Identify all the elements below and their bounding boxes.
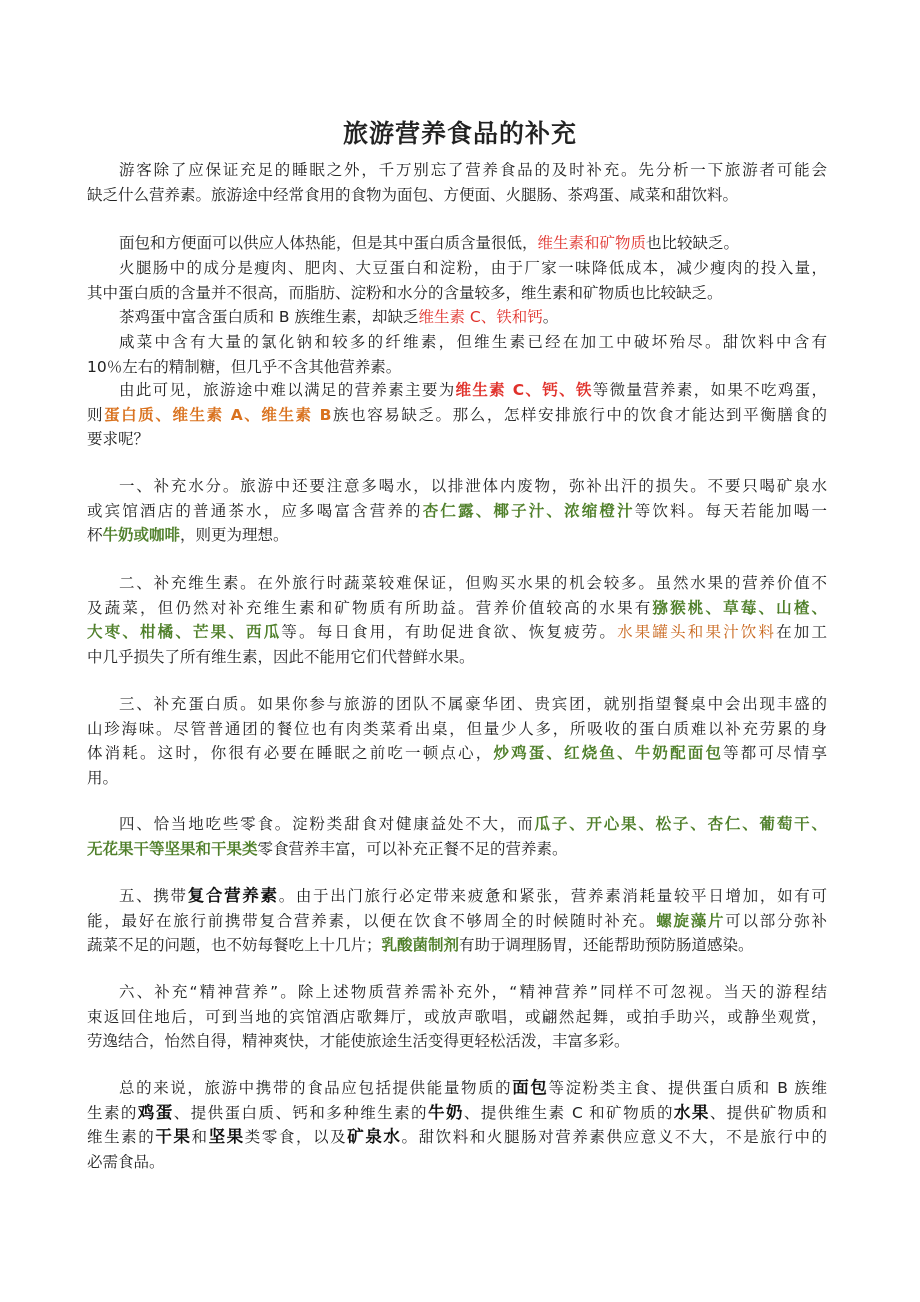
highlight-text: 水果罐头和果汁饮料 [617, 623, 777, 641]
section-protein: 三、补充蛋白质。如果你参与旅游的团队不属豪华团、贵宾团，就别指望餐桌中会出现丰盛的 山珍海味。尽管普通团的餐位也有肉类菜肴出桌，但量少人多，所吸收的蛋白质难以补充劳累的身 体消耗。这时，你很有必要在睡眠之前吃一顿点心，炒鸡蛋、红烧鱼、牛奶配面包等都可尽情享 用。 [87, 695, 827, 787]
pickle-paragraph: 咸菜中含有大量的氯化钠和较多的纤维素，但维生素已经在加工中破坏殆尽。甜饮料中含有 10％左右的精制糖，但几乎不含其他营养素。 [87, 333, 827, 376]
highlight-text: 维生素和矿物质 [537, 234, 647, 252]
highlight-text: 面包 [512, 1078, 549, 1097]
highlight-text: 复合营养素 [187, 886, 279, 905]
section-spirit: 六、补充“精神营养”。除上述物质营养需补充外，“精神营养”同样不可忽视。当天的游程结 束返回住地后，可到当地的宾馆酒店歌舞厅，或放声歌唱，或翩然起舞，或拍手助兴，或静坐观赏， 劳逸结合，怡然自得，精神爽快，才能使旅途生活变得更轻松活泼，丰富多彩。 [87, 983, 827, 1050]
ham-paragraph: 火腿肠中的成分是瘦肉、肥肉、大豆蛋白和淀粉，由于厂家一味降低成本，减少瘦肉的投入量， 其中蛋白质的含量并不很高，而脂肪、淀粉和水分的含量较多，维生素和矿物质也比较缺乏。 [87, 259, 827, 302]
summary-paragraph: 由此可见，旅游途中难以满足的营养素主要为维生素 C、钙、铁等微量营养素，如果不吃鸡蛋， 则蛋白质、维生素 A、维生素 B族也容易缺乏。那么，怎样安排旅行中的饮食才能达到平衡膳食的 要求呢？ [87, 381, 827, 448]
highlight-text: 鸡蛋 [137, 1102, 174, 1122]
highlight-text: 杏仁露、椰子汁、浓缩橙汁 [422, 501, 635, 520]
document-title: 旅游营养食品的补充 [342, 119, 577, 148]
conclusion-paragraph: 总的来说，旅游中携带的食品应包括提供能量物质的面包等淀粉类主食、提供蛋白质和 B 族维 生素的鸡蛋、提供蛋白质、钙和多种维生素的牛奶、提供维生素 C 和矿物质的水果、提供矿物质和 维生素的干果和坚果类零食，以及矿泉水。甜饮料和火腿肠对营养素供应意义不大，不是旅行中的 必需食品。 [87, 1078, 828, 1171]
section-vitamin: 二、补充维生素。在外旅行时蔬菜较难保证，但购买水果的机会较多。虽然水果的营养价值不 及蔬菜，但仍然对补充维生素和矿物质有所助益。营养价值较高的水果有猕猴桃、草莓、山楂、 大枣、柑橘、芒果、西瓜等。每日食用，有助促进食欲、恢复疲劳。水果罐头和果汁饮料在加工 中几乎损失了所有维生素，因此不能用它们代替鲜水果。 [87, 574, 827, 666]
highlight-text: 大枣、柑橘、芒果、西瓜 [87, 623, 282, 641]
highlight-text: 猕猴桃、草莓、山楂、 [652, 598, 827, 617]
section-snacks: 四、恰当地吃些零食。淀粉类甜食对健康益处不大，而瓜子、开心果、松子、杏仁、葡萄干、 无花果干等坚果和干果类零食营养丰富，可以补充正餐不足的营养素。 [87, 815, 827, 858]
highlight-text: 矿泉水 [347, 1127, 402, 1146]
highlight-text: 瓜子、开心果、松子、杏仁、葡萄干、 [534, 815, 827, 833]
highlight-text: 干果 [155, 1127, 192, 1146]
section-supplements: 五、携带复合营养素。由于出门旅行必定带来疲惫和紧张，营养素消耗量较平日增加，如有可 能，最好在旅行前携带复合营养素，以便在饮食不够周全的时候随时补充。螺旋藻片可以部分弥补 蔬菜不足的问题，也不妨每餐吃上十几片；乳酸菌制剂有助于调理肠胃，还能帮助预防肠道感染。 [87, 886, 827, 954]
section-water: 一、补充水分。旅游中还要注意多喝水，以排泄体内废物，弥补出汗的损失。不要只喝矿泉水 或宾馆酒店的普通茶水，应多喝富含营养的杏仁露、椰子汁、浓缩橙汁等饮料。每天若能加喝一 杯牛奶或咖啡，则更为理想。 [87, 477, 827, 544]
highlight-text: 牛奶 [428, 1102, 464, 1122]
egg-paragraph: 茶鸡蛋中富含蛋白质和 B 族维生素，却缺乏维生素 C、铁和钙。 [119, 308, 559, 326]
highlight-text: 无花果干等坚果和干果类 [87, 839, 258, 858]
highlight-text: 乳酸菌制剂 [381, 936, 460, 954]
highlight-text: 维生素 C、钙、铁 [455, 381, 593, 399]
bread-paragraph: 面包和方便面可以供应人体热能，但是其中蛋白质含量很低，维生素和矿物质也比较缺乏。 [119, 234, 740, 252]
highlight-text: 炒鸡蛋、红烧鱼、牛奶配面包 [493, 744, 724, 762]
highlight-text: 螺旋藻片 [656, 911, 726, 930]
highlight-text: 维生素 C、铁和钙 [418, 308, 543, 326]
highlight-text: 水果 [673, 1102, 710, 1122]
highlight-text: 坚果 [208, 1127, 245, 1146]
highlight-text: 牛奶或咖啡 [102, 526, 181, 544]
intro-paragraph: 游客除了应保证充足的睡眠之外，千万别忘了营养食品的及时补充。先分析一下旅游者可能会 缺乏什么营养素。旅游途中经常食用的食物为面包、方便面、火腿肠、茶鸡蛋、咸菜和甜饮料。 [87, 161, 827, 204]
highlight-text: 蛋白质、维生素 A、维生素 B [104, 405, 332, 424]
